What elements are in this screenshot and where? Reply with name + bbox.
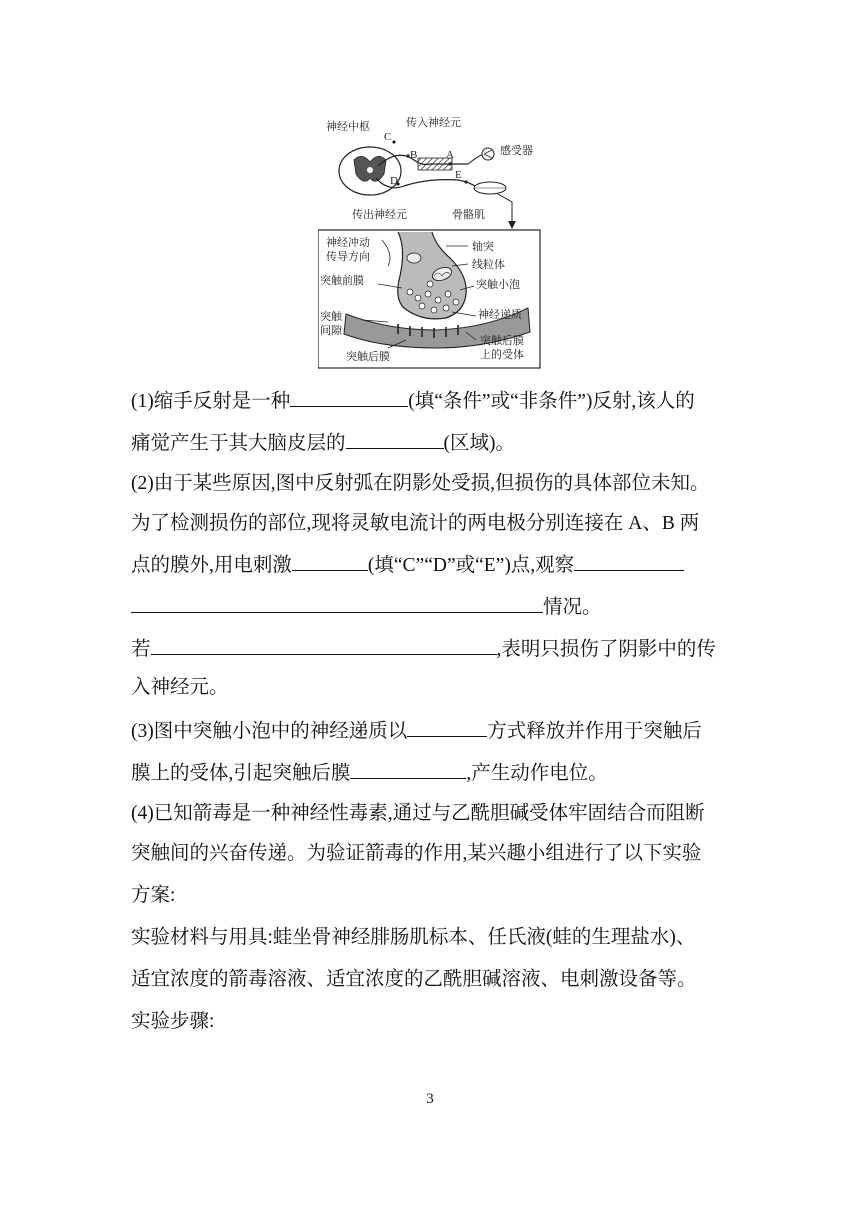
label-receptor: 感受器 [500, 144, 533, 157]
label-efferent-neuron: 传出神经元 [352, 208, 407, 221]
q3-blank-2[interactable] [350, 760, 466, 779]
q2-line-6: 入神经元。 [131, 677, 229, 698]
label-cleft-1: 突触 [320, 310, 342, 323]
letter-e: E [455, 169, 462, 181]
label-afferent-neuron: 传入神经元 [406, 116, 461, 129]
letter-b: B [410, 149, 418, 161]
q2-blank-1[interactable] [292, 552, 368, 571]
q2-blank-2a[interactable] [574, 552, 684, 571]
q4-line-5: 适宜浓度的箭毒溶液、适宜浓度的乙酰胆碱溶液、电刺激设备等。 [131, 969, 697, 990]
label-nerve-center: 神经中枢 [326, 120, 370, 133]
q2-blank-3[interactable] [151, 636, 497, 655]
q1-line-2: 痛觉产生于其大脑皮层的 (区域)。 [131, 430, 515, 454]
label-receptor-2: 上的受体 [480, 348, 524, 361]
q2-line-5: 若 ,表明只损伤了阴影中的传 [131, 636, 716, 660]
q2-line-4: 情况。 [131, 594, 602, 618]
label-neurotransmitter: 神经递质 [478, 308, 522, 321]
label-skeletal-muscle: 骨骼肌 [452, 208, 485, 221]
q4-line-6: 实验步骤: [131, 1011, 215, 1032]
q2-line-2: 为了检测损伤的部位,现将灵敏电流计的两电极分别连接在 A、B 两 [131, 513, 700, 534]
q4-line-3: 方案: [131, 885, 176, 906]
label-axon: 轴突 [472, 240, 494, 253]
label-impulse-1: 神经冲动 [326, 236, 370, 249]
letter-c: C [384, 131, 392, 143]
q2-blank-2b[interactable] [131, 594, 543, 613]
label-cleft-2: 间隙 [320, 324, 342, 337]
label-synaptic-vesicle: 突触小泡 [476, 278, 520, 291]
q1-blank-2[interactable] [346, 430, 444, 449]
label-impulse-2: 传导方向 [326, 250, 370, 263]
letter-a: A [446, 149, 454, 161]
label-postsynaptic-membrane: 突触后膜 [346, 350, 390, 363]
q2-line-3: 点的膜外,用电刺激 (填“C”“D”或“E”)点,观察 [131, 552, 684, 576]
q4-line-4: 实验材料与用具:蛙坐骨神经腓肠肌标本、任氏液(蛙的生理盐水)、 [131, 927, 696, 948]
q4-line-2: 突触间的兴奋传递。为验证箭毒的作用,某兴趣小组进行了以下实验 [131, 843, 702, 864]
letter-d: D [390, 175, 398, 187]
q3-line-2: 膜上的受体,引起突触后膜 ,产生动作电位。 [131, 760, 608, 784]
q2-line-1: (2)由于某些原因,图中反射弧在阴影处受损,但损伤的具体部位未知。 [131, 473, 710, 494]
label-presynaptic-membrane: 突触前膜 [320, 274, 364, 287]
label-receptor-1: 突触后膜 [480, 334, 524, 347]
page-number: 3 [426, 1091, 434, 1107]
reflex-arc-synapse-figure [318, 108, 554, 370]
q4-line-1: (4)已知箭毒是一种神经性毒素,通过与乙酰胆碱受体牢固结合而阻断 [131, 803, 705, 824]
q3-line-1: (3)图中突触小泡中的神经递质以 方式释放并作用于突触后 [131, 718, 702, 742]
label-mitochondria: 线粒体 [472, 258, 505, 271]
q1-blank-1[interactable] [290, 388, 408, 407]
q3-blank-1[interactable] [407, 718, 487, 737]
q1-line-1: (1)缩手反射是一种 (填“条件”或“非条件”)反射,该人的 [131, 388, 695, 412]
